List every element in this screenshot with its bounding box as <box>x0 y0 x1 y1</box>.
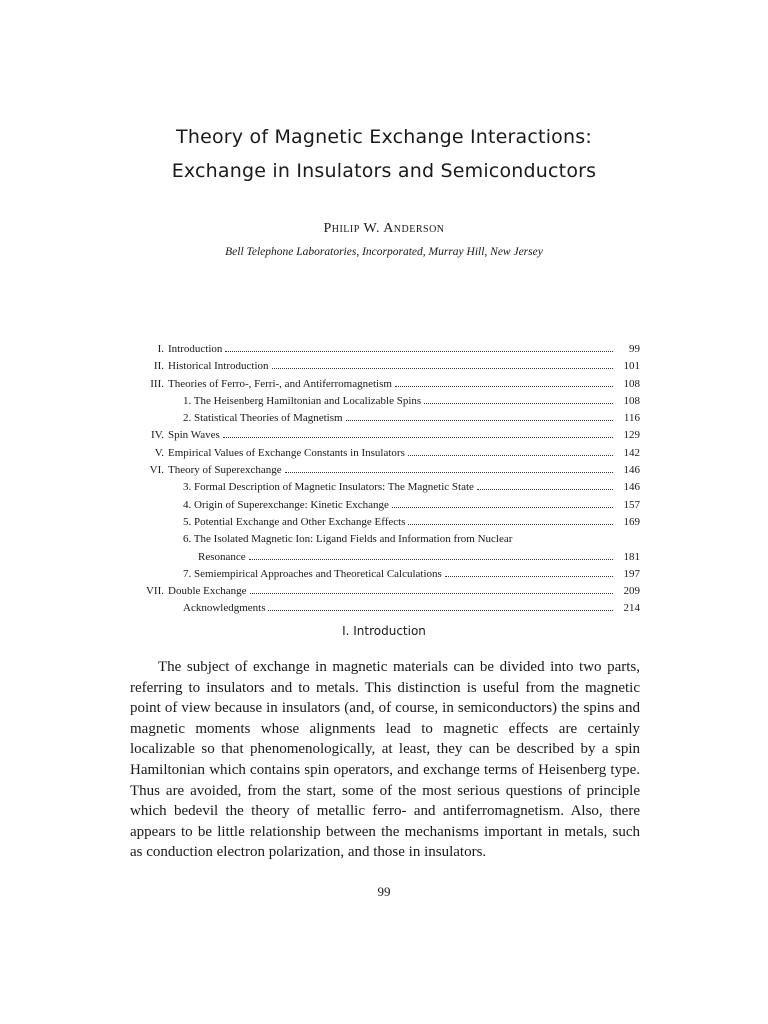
toc-entry <box>130 583 640 600</box>
toc-dot-leader <box>477 482 613 491</box>
toc-entry-title: Resonance <box>198 550 246 563</box>
toc-entry-title: Acknowledgments <box>183 602 266 615</box>
author-affiliation: Bell Telephone Laboratories, Incorporated, Murray Hill, New Jersey <box>225 246 543 258</box>
paper-title-line-1: Theory of Magnetic Exchange Interactions: <box>176 126 592 148</box>
toc-entry <box>130 600 640 617</box>
toc-entry-page: 129 <box>623 429 640 442</box>
toc-dot-leader <box>250 585 614 594</box>
toc-entry <box>130 358 640 375</box>
toc-entry <box>130 427 640 444</box>
toc-entry-title: Spin Waves <box>168 429 220 442</box>
toc-entry <box>130 531 640 548</box>
toc-entry-page: 108 <box>623 377 640 390</box>
toc-entry <box>130 376 640 393</box>
toc-entry-number: III. <box>150 377 164 390</box>
toc-dot-leader <box>225 343 613 352</box>
table-of-contents <box>130 341 640 618</box>
toc-entry <box>130 479 640 496</box>
toc-entry-page: 101 <box>623 360 640 373</box>
toc-entry-page: 214 <box>623 602 640 615</box>
toc-entry <box>130 445 640 462</box>
toc-dot-leader <box>395 378 613 387</box>
toc-entry-title: Introduction <box>168 343 223 355</box>
toc-dot-leader <box>408 516 613 525</box>
toc-dot-leader <box>346 413 613 422</box>
toc-entry-page: 169 <box>623 515 640 528</box>
toc-entry-title: 3. Formal Description of Magnetic Insulators: The Magnetic State <box>183 481 474 494</box>
toc-dot-leader <box>249 551 613 560</box>
toc-entry-number: VII. <box>145 585 164 598</box>
toc-entry-page: 142 <box>623 446 640 459</box>
toc-entry <box>130 341 640 358</box>
toc-entry-number: IV. <box>151 429 164 442</box>
toc-entry-number: II. <box>153 360 164 373</box>
toc-entry-page: 99 <box>629 343 640 355</box>
toc-entry-page: 146 <box>623 464 640 477</box>
toc-entry-title: Double Exchange <box>168 585 247 598</box>
toc-entry-page: 209 <box>623 585 640 598</box>
toc-dot-leader <box>392 499 613 508</box>
toc-entry-title: 5. Potential Exchange and Other Exchange Effects <box>183 515 406 528</box>
toc-entry-title: Theory of Superexchange <box>168 464 282 477</box>
toc-entry-title: Theories of Ferro-, Ferri-, and Antiferromagnetism <box>168 377 392 390</box>
toc-dot-leader <box>445 568 613 577</box>
paper-title-line-2: Exchange in Insulators and Semiconductors <box>171 160 597 182</box>
toc-entry-title: Empirical Values of Exchange Constants in Insulators <box>168 446 405 459</box>
toc-entry <box>130 393 640 410</box>
toc-entry-title: 1. The Heisenberg Hamiltonian and Localizable Spins <box>183 394 422 407</box>
toc-dot-leader <box>268 603 613 612</box>
toc-entry-page: 146 <box>623 481 640 494</box>
toc-entry-page: 181 <box>623 550 640 563</box>
toc-entry-title: 6. The Isolated Magnetic Ion: Ligand Fields and Information from Nuclear <box>183 533 513 546</box>
toc-entry <box>130 462 640 479</box>
toc-entry <box>130 497 640 514</box>
toc-entry-page: 116 <box>623 412 640 425</box>
page-number: 99 <box>377 884 391 899</box>
toc-entry-number: V. <box>154 446 164 459</box>
toc-entry <box>130 566 640 583</box>
toc-entry <box>130 514 640 531</box>
toc-dot-leader <box>223 430 613 439</box>
toc-dot-leader <box>285 464 613 473</box>
toc-entry-title: 7. Semiempirical Approaches and Theoretical Calculations <box>183 567 442 580</box>
toc-entry-page: 108 <box>623 394 640 407</box>
body-paragraph: The subject of exchange in magnetic materials can be divided into two parts, referring to insulators and to metals. This distinction is useful from the magnetic point of view because in insulators (and, of course, in semiconductors) the spins and magnetic moments whose alignments lead to magnetic effects are certainly localizable so that phenomenologically, at least, they can be described by a spin Hamiltonian which contains spin operators, and exchange terms of Heisenberg type. Thus are avoided, from the start, some of the most serious questions of principle which bedevil the theory of metallic ferro- and antiferromagnetism. Also, there appears to be little relationship between the mechanisms important in metals, such as conduction electron polarization, and those in insulators. <box>130 659 640 861</box>
toc-entry <box>130 549 640 566</box>
toc-entry-number: VI. <box>149 464 164 477</box>
toc-entry <box>130 410 640 427</box>
toc-entry-page: 157 <box>623 498 640 511</box>
toc-dot-leader <box>408 447 613 456</box>
toc-entry-title: 4. Origin of Superexchange: Kinetic Exchange <box>183 498 389 511</box>
toc-entry-title: Historical Introduction <box>168 360 269 373</box>
toc-entry-page: 197 <box>623 567 640 580</box>
toc-entry-title: 2. Statistical Theories of Magnetism <box>183 412 343 425</box>
toc-dot-leader <box>424 395 613 404</box>
author-name: Philip W. Anderson <box>323 221 445 236</box>
toc-dot-leader <box>272 361 613 370</box>
section-heading: I. Introduction <box>342 624 426 638</box>
toc-entry-number: I. <box>157 343 164 355</box>
